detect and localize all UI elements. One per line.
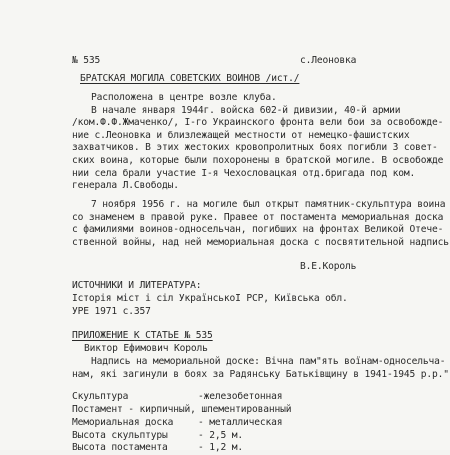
- body-line: генерала Л.Свободы.: [72, 180, 179, 191]
- spec-value: - металлическая: [198, 417, 283, 428]
- spec-label: Высота постамента: [72, 442, 168, 453]
- body-line: /ком.Ф.Ф.Жмаченко/, I-го Украинского фронта вели бои за освобожде-: [72, 117, 444, 128]
- source-entry: Історія міст і сіл УкраїнськоІ РСР, Київська обл.: [72, 293, 348, 304]
- sources-title: ИСТОЧНИКИ И ЛИТЕРАТУРА:: [72, 280, 202, 291]
- appendix-author: Виктор Ефимович Король: [84, 343, 208, 354]
- body-line: нии села брали участие I-я Чехословацкая отд.бригада под ком.: [72, 168, 416, 179]
- spec-label: Скульптура: [72, 391, 129, 402]
- body-line: ние с.Леоновка и близлежащей местности от немецко-фашистских: [72, 130, 410, 141]
- place-name: с.Леоновка: [300, 55, 357, 66]
- body-line: ских воина, которые были похоронены в братской могиле. В освобожде: [72, 155, 444, 166]
- spec-value: - 2,5 м.: [198, 430, 244, 441]
- spec-label: Высота скульптуры: [72, 430, 168, 441]
- spec-value: - 1,2 м.: [198, 442, 244, 453]
- appendix-title: ПРИЛОЖЕНИЕ К СТАТЬЕ № 535: [72, 330, 213, 341]
- inscription-line: нам, які загинули в боях за Радянську Батьківщину в 1941-1945 р.р.": [72, 369, 449, 380]
- body-line: со знаменем в правой руке. Правее от постамента мемориальная доска: [72, 212, 444, 223]
- spec-label: Мемориальная доска: [72, 417, 174, 428]
- body-line: захватчиков. В этих жестоких кровопролитных боях погибли 3 совет-: [72, 142, 438, 153]
- author-signature: В.Е.Король: [300, 261, 357, 272]
- document-title: БРАТСКАЯ МОГИЛА СОВЕТСКИХ ВОИНОВ /ист./: [80, 73, 300, 84]
- spec-value: -железобетонная: [198, 391, 283, 402]
- body-line: В начале января 1944г. войска 602-й дивизии, 40-й армии: [91, 105, 401, 116]
- body-line: с фамилиями воинов-односельчан, погибших на фронтах Великой Отече-: [72, 224, 444, 235]
- body-line: 7 ноября 1956 г. на могиле был открыт памятник-скульптура воина: [91, 199, 446, 210]
- source-entry: УРЕ 1971 с.357: [72, 306, 151, 317]
- body-line: Расположена в центре возле клуба.: [91, 92, 277, 103]
- spec-label: Постамент - кирпичный, шпементированный: [72, 404, 292, 415]
- article-number: № 535: [72, 55, 101, 66]
- inscription-line: Надпись на мемориальной доске: Вічна пам"ять воїнам-односельча-: [91, 356, 446, 367]
- body-line: ственной войны, над ней мемориальная доска с посвятительной надпись: [72, 237, 449, 248]
